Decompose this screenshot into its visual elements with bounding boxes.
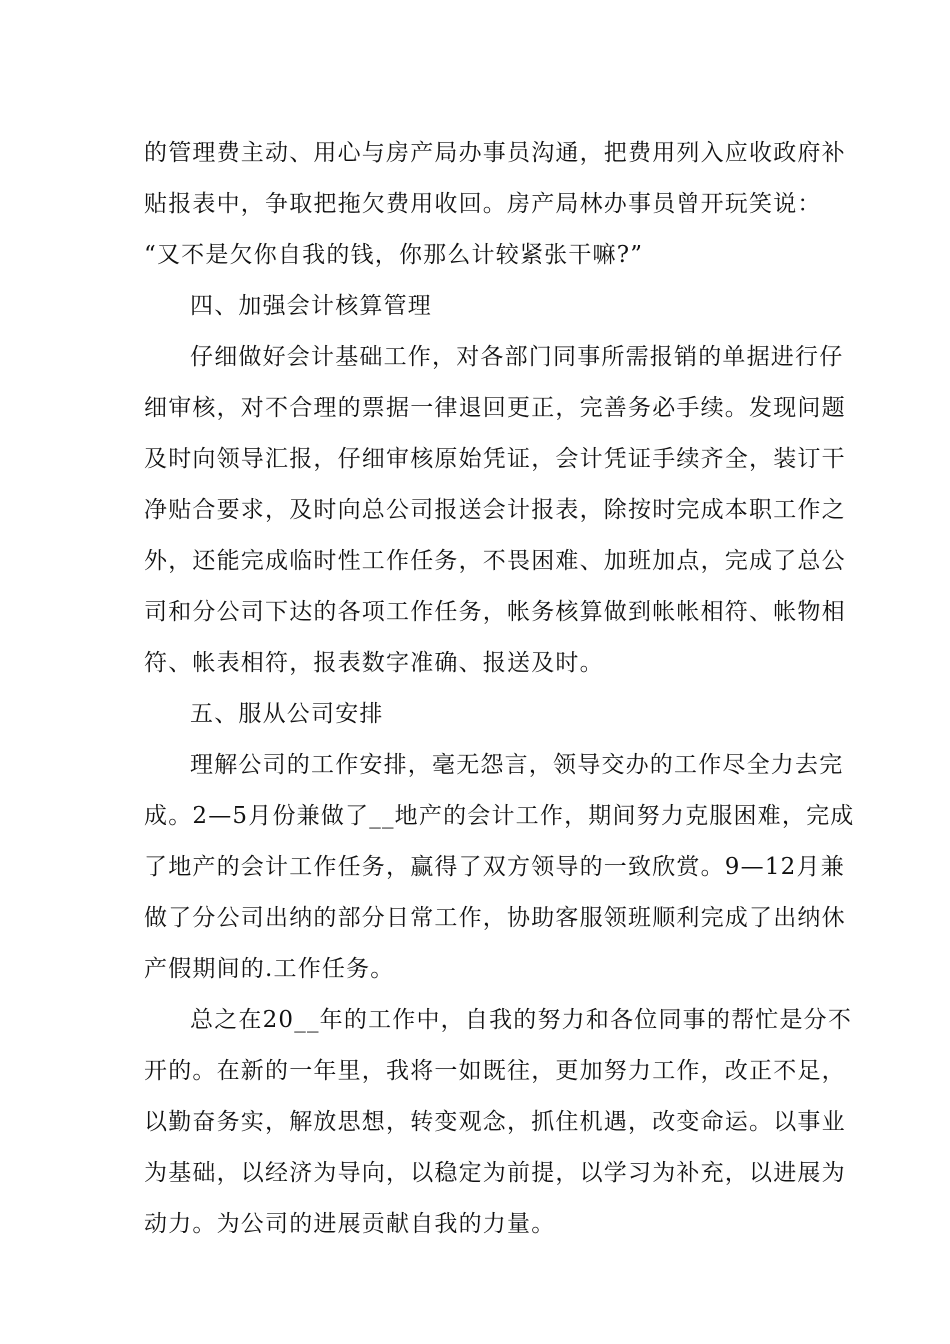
section-heading: 四、加强会计核算管理 (190, 293, 432, 319)
text-line: 成。2—5月份兼做了__地产的会计工作，期间努力克服困难，完成 (144, 803, 855, 829)
text-line: 理解公司的工作安排，毫无怨言，领导交办的工作尽全力去完 (190, 752, 844, 778)
text-line: 司和分公司下达的各项工作任务，帐务核算做到帐帐相符、帐物相 (144, 599, 846, 625)
text-line: 细审核，对不合理的票据一律退回更正，完善务必手续。发现问题 (144, 395, 846, 421)
text-line: 仔细做好会计基础工作，对各部门同事所需报销的单据进行仔 (190, 344, 844, 370)
text-line: 贴报表中，争取把拖欠费用收回。房产局林办事员曾开玩笑说： (144, 191, 822, 217)
text-line: 的管理费主动、用心与房产局办事员沟通，把费用列入应收政府补 (144, 140, 846, 166)
text-line: “又不是欠你自我的钱，你那么计较紧张干嘛?” (144, 242, 644, 268)
text-line: 以勤奋务实，解放思想，转变观念，抓住机遇，改变命运。以事业 (144, 1109, 846, 1135)
text-line: 了地产的会计工作任务，赢得了双方领导的一致欣赏。9—12月兼 (144, 854, 845, 880)
text-line: 动力。为公司的进展贡献自我的力量。 (144, 1211, 556, 1237)
text-line: 总之在20__年的工作中，自我的努力和各位同事的帮忙是分不 (190, 1007, 853, 1033)
section-heading: 五、服从公司安排 (190, 701, 384, 727)
text-line: 净贴合要求，及时向总公司报送会计报表，除按时完成本职工作之 (144, 497, 846, 523)
document-body (144, 128, 855, 1250)
text-line: 及时向领导汇报，仔细审核原始凭证，会计凭证手续齐全，装订干 (144, 446, 846, 472)
text-line: 开的。在新的一年里，我将一如既往，更加努力工作，改正不足， (144, 1058, 846, 1084)
text-line: 产假期间的.工作任务。 (144, 956, 395, 982)
text-line: 为基础，以经济为导向，以稳定为前提，以学习为补充，以进展为 (144, 1160, 846, 1186)
text-line: 做了分公司出纳的部分日常工作，协助客服领班顺利完成了出纳休 (144, 905, 846, 931)
text-line: 符、帐表相符，报表数字准确、报送及时。 (144, 650, 604, 676)
text-line: 外，还能完成临时性工作任务，不畏困难、加班加点，完成了总公 (144, 548, 846, 574)
